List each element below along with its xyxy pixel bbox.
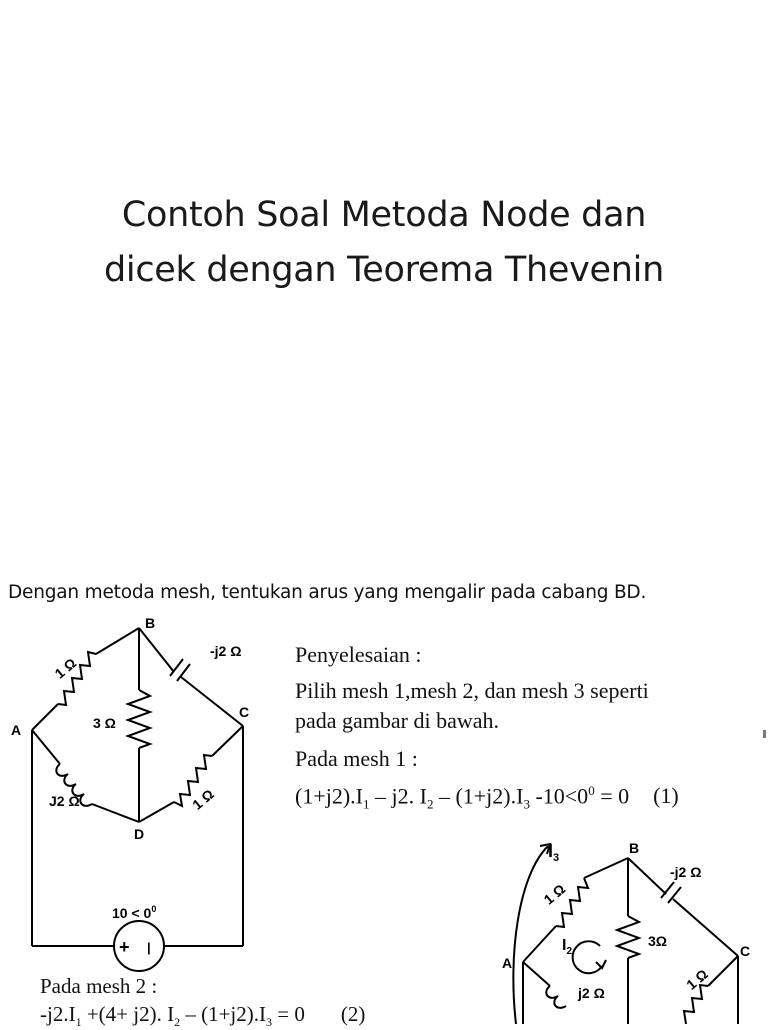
node-c-label: C — [239, 704, 250, 720]
resistor-ab-label: 1 Ω — [51, 654, 80, 682]
instruction-line-1: Pilih mesh 1,mesh 2, dan mesh 3 seperti — [295, 678, 649, 703]
node-a-label: A — [11, 722, 22, 738]
node-b-label: B — [629, 840, 640, 856]
mesh-circuit-diagram — [498, 836, 760, 1024]
node-d-label: D — [134, 826, 145, 842]
mesh3-current-label: $I_3$ — [548, 841, 560, 864]
slide-problem — [0, 560, 768, 1030]
title-line-1: Contoh Soal Metoda Node dan — [121, 195, 647, 235]
source-minus: | — [147, 940, 151, 955]
source-label: $10 < 0^0$ — [112, 904, 157, 921]
circuit-diagram — [0, 615, 290, 957]
title-line-2: dicek dengan Teorema Thevenin — [104, 250, 664, 290]
edge-fragment — [763, 730, 766, 738]
mesh2-current-label: $I_2$ — [562, 937, 573, 957]
mesh1-equation: $(1+j2).I_1 - j2$. $I_2 - (1+j2).I_3$ $-10<0^0 = 0$ (1) — [295, 783, 679, 812]
resistor-ab-label: 1 Ω — [540, 880, 569, 908]
mesh2-heading: Pada mesh 2 : — [40, 974, 158, 998]
inductor-ad-label: J2 Ω — [49, 793, 80, 809]
capacitor-bc-label: -j2 Ω — [210, 643, 242, 659]
inductor-ad-label: j2 Ω — [578, 985, 605, 1001]
problem-statement: Dengan metoda mesh, tentukan arus yang mengalir pada cabang BD. — [8, 582, 647, 603]
resistor-cd-label: 1 Ω — [189, 785, 217, 813]
node-b-label: B — [145, 615, 156, 631]
penyelesaian-heading: Penyelesaian : — [295, 642, 422, 667]
node-a-label: A — [502, 955, 513, 971]
resistor-cd-label: 1 Ω — [683, 965, 711, 993]
source-plus: + — [119, 937, 130, 957]
mesh1-heading: Pada mesh 1 : — [295, 746, 418, 771]
mesh2-equation: $-j2.I_1 +(4+ j2)$. $I_2 - (1+j2).I_3 = 0$ (2) — [40, 1002, 366, 1030]
node-c-label: C — [740, 943, 751, 959]
instruction-line-2: pada gambar di bawah. — [295, 708, 500, 733]
resistor-bd-label: 3Ω — [648, 933, 668, 949]
capacitor-bc-label: -j2 Ω — [670, 864, 702, 880]
resistor-bd-label: 3 Ω — [93, 715, 116, 731]
